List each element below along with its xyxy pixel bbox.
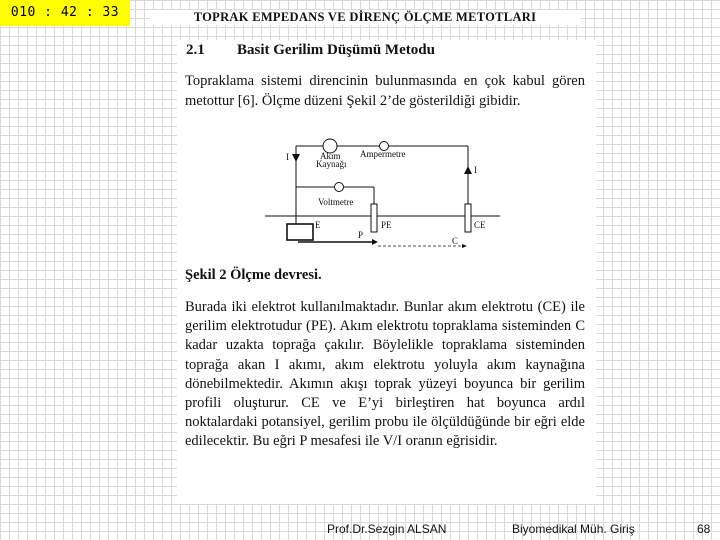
footer-course: Biyomedikal Müh. Giriş [512,522,635,536]
body-paragraph: Burada iki elektrot kullanılmaktadır. Bunlar akım elektrotu (CE) ile gerilim elektrotudur (PE). Akım elektrotu topraklama sisteminden C kadar uzakta toprağa çakılır. Böylelikle topraklama sisteminden toprağa akan I akımı, akım elektrotu yoluyla akım kaynağına dönebilmektedir. Akımın akışı toprak yüzeyi boyunca bir gerilim profili oluşturur. CE ve E’yi birleştiren hat boyunca ardıl noktalardaki potansiyel, gerilim probu ile ölçüldüğünde bir eğri elde edilecektir. Bu eğri P mesafesi ile V/I oranın eğrisidir. [185,299,585,450]
label-source-1: Akım [320,151,341,161]
label-electrode-e: E [315,220,321,230]
intro-paragraph: Topraklama sistemi direncinin bulunmasında en çok kabul gören metottur [6]. Ölçme düzeni Şekil 2’de gösterildiği gibidir. [185,73,585,109]
label-distance-p: P [358,230,364,240]
electrode-e [287,224,313,240]
right-current-arrow [464,166,472,174]
measurement-circuit-diagram [260,136,510,256]
footer-page-number: 68 [697,522,711,536]
timer-display: 010 : 42 : 33 [0,0,130,26]
label-ammeter: Ampermetre [360,149,406,159]
left-current-arrow [292,154,300,162]
section-number: 2.1 [186,42,205,58]
label-source-2: Kaynağı [316,159,347,169]
label-voltmeter: Voltmetre [318,197,354,207]
label-current-right: I [474,165,477,175]
electrode-ce [465,204,471,232]
footer-author: Prof.Dr.Sezgin ALSAN [327,522,447,536]
figure-caption: Şekil 2 Ölçme devresi. [185,267,322,283]
voltmeter-symbol [335,183,344,192]
section-title: Basit Gerilim Düşümü Metodu [237,42,435,58]
label-electrode-pe: PE [381,220,392,230]
electrode-pe [371,204,377,232]
label-distance-c: C [452,236,459,246]
label-electrode-ce: CE [474,220,486,230]
label-current-left: I [286,152,289,162]
document-header: TOPRAK EMPEDANS VE DİRENÇ ÖLÇME METOTLARI [150,10,580,25]
